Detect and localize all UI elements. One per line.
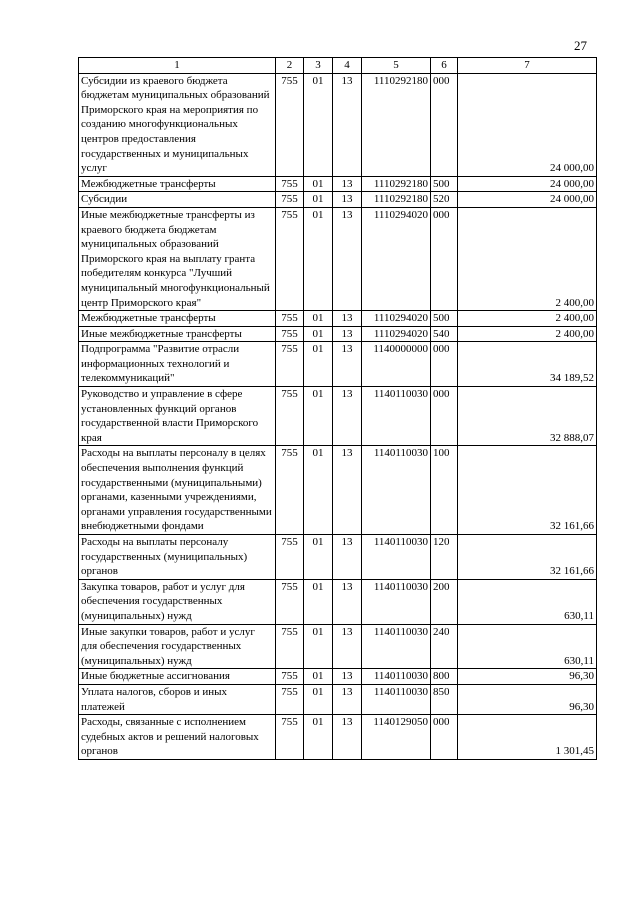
expense-type-code: 000	[431, 342, 458, 387]
row-name: Субсидии из краевого бюджета бюджетам муниципальных образований Приморского края на мероприятия по созданию многофункциональных центров предоставления государственных и муниципальных услуг	[79, 73, 276, 176]
expense-type-code: 000	[431, 207, 458, 310]
section-code: 01	[304, 326, 333, 342]
expense-type-code: 850	[431, 684, 458, 714]
subsection-code: 13	[333, 73, 362, 176]
row-name: Уплата налогов, сборов и иных платежей	[79, 684, 276, 714]
expense-type-code: 000	[431, 715, 458, 760]
subsection-code: 13	[333, 192, 362, 208]
target-article-code: 1110294020	[362, 207, 431, 310]
ministry-code: 755	[276, 387, 304, 446]
header-cell: 4	[333, 58, 362, 74]
row-name: Расходы на выплаты персоналу государственных (муниципальных) органов	[79, 535, 276, 580]
expense-type-code: 500	[431, 176, 458, 192]
row-name: Подпрограмма "Развитие отрасли информационных технологий и телекоммуникаций"	[79, 342, 276, 387]
row-name: Субсидии	[79, 192, 276, 208]
ministry-code: 755	[276, 624, 304, 669]
section-code: 01	[304, 387, 333, 446]
section-code: 01	[304, 669, 333, 685]
ministry-code: 755	[276, 73, 304, 176]
table-row	[79, 192, 597, 208]
page-number: 27	[574, 38, 587, 53]
amount: 24 000,00	[458, 176, 597, 192]
target-article-code: 1110292180	[362, 73, 431, 176]
header-cell: 3	[304, 58, 333, 74]
row-name: Иные межбюджетные трансферты из краевого бюджета бюджетам муниципальных образований Приморского края на выплату гранта победителям конкурса "Лучший муниципальный многофункциональный центр Приморского края"	[79, 207, 276, 310]
header-cell: 6	[431, 58, 458, 74]
amount: 2 400,00	[458, 207, 597, 310]
expense-type-code: 120	[431, 535, 458, 580]
target-article-code: 1110294020	[362, 311, 431, 327]
table-row	[79, 669, 597, 685]
subsection-code: 13	[333, 387, 362, 446]
expense-type-code: 200	[431, 579, 458, 624]
ministry-code: 755	[276, 535, 304, 580]
amount: 24 000,00	[458, 192, 597, 208]
amount: 96,30	[458, 684, 597, 714]
row-name: Расходы на выплаты персоналу в целях обеспечения выполнения функций государственными (муниципальными) органами, казенными учреждениями, органами управления государственными внебюджетными фондами	[79, 446, 276, 535]
table-row	[79, 579, 597, 624]
table-row	[79, 446, 597, 535]
subsection-code: 13	[333, 669, 362, 685]
subsection-code: 13	[333, 311, 362, 327]
header-cell: 1	[79, 58, 276, 74]
ministry-code: 755	[276, 176, 304, 192]
row-name: Руководство и управление в сфере установленных функций органов государственной власти Приморского края	[79, 387, 276, 446]
amount: 24 000,00	[458, 73, 597, 176]
expense-type-code: 500	[431, 311, 458, 327]
subsection-code: 13	[333, 342, 362, 387]
expense-type-code: 100	[431, 446, 458, 535]
table-row	[79, 624, 597, 669]
row-name: Межбюджетные трансферты	[79, 176, 276, 192]
subsection-code: 13	[333, 446, 362, 535]
ministry-code: 755	[276, 684, 304, 714]
header-cell: 7	[458, 58, 597, 74]
amount: 32 161,66	[458, 535, 597, 580]
target-article-code: 1110292180	[362, 176, 431, 192]
header-row	[79, 58, 597, 74]
target-article-code: 1140110030	[362, 624, 431, 669]
amount: 630,11	[458, 579, 597, 624]
ministry-code: 755	[276, 715, 304, 760]
amount: 32 161,66	[458, 446, 597, 535]
section-code: 01	[304, 684, 333, 714]
budget-table	[78, 57, 597, 760]
amount: 2 400,00	[458, 326, 597, 342]
target-article-code: 1110294020	[362, 326, 431, 342]
row-name: Иные закупки товаров, работ и услуг для обеспечения государственных (муниципальных) нужд	[79, 624, 276, 669]
row-name: Иные межбюджетные трансферты	[79, 326, 276, 342]
expense-type-code: 540	[431, 326, 458, 342]
amount: 1 301,45	[458, 715, 597, 760]
subsection-code: 13	[333, 684, 362, 714]
table-row	[79, 207, 597, 310]
amount: 32 888,07	[458, 387, 597, 446]
subsection-code: 13	[333, 326, 362, 342]
target-article-code: 1140110030	[362, 535, 431, 580]
section-code: 01	[304, 207, 333, 310]
header-cell: 5	[362, 58, 431, 74]
table-row	[79, 176, 597, 192]
subsection-code: 13	[333, 535, 362, 580]
target-article-code: 1110292180	[362, 192, 431, 208]
subsection-code: 13	[333, 715, 362, 760]
table-row	[79, 342, 597, 387]
target-article-code: 1140129050	[362, 715, 431, 760]
ministry-code: 755	[276, 446, 304, 535]
ministry-code: 755	[276, 579, 304, 624]
subsection-code: 13	[333, 624, 362, 669]
section-code: 01	[304, 342, 333, 387]
expense-type-code: 520	[431, 192, 458, 208]
table-row	[79, 311, 597, 327]
table-row	[79, 715, 597, 760]
row-name: Иные бюджетные ассигнования	[79, 669, 276, 685]
target-article-code: 1140110030	[362, 579, 431, 624]
row-name: Закупка товаров, работ и услуг для обеспечения государственных (муниципальных) нужд	[79, 579, 276, 624]
table-row	[79, 684, 597, 714]
ministry-code: 755	[276, 669, 304, 685]
section-code: 01	[304, 192, 333, 208]
ministry-code: 755	[276, 192, 304, 208]
target-article-code: 1140110030	[362, 684, 431, 714]
section-code: 01	[304, 446, 333, 535]
amount: 630,11	[458, 624, 597, 669]
target-article-code: 1140000000	[362, 342, 431, 387]
subsection-code: 13	[333, 579, 362, 624]
section-code: 01	[304, 579, 333, 624]
section-code: 01	[304, 73, 333, 176]
section-code: 01	[304, 535, 333, 580]
target-article-code: 1140110030	[362, 387, 431, 446]
header-cell: 2	[276, 58, 304, 74]
subsection-code: 13	[333, 207, 362, 310]
ministry-code: 755	[276, 311, 304, 327]
section-code: 01	[304, 715, 333, 760]
row-name: Межбюджетные трансферты	[79, 311, 276, 327]
row-name: Расходы, связанные с исполнением судебных актов и решений налоговых органов	[79, 715, 276, 760]
expense-type-code: 000	[431, 73, 458, 176]
subsection-code: 13	[333, 176, 362, 192]
amount: 34 189,52	[458, 342, 597, 387]
section-code: 01	[304, 624, 333, 669]
target-article-code: 1140110030	[362, 446, 431, 535]
ministry-code: 755	[276, 342, 304, 387]
expense-type-code: 000	[431, 387, 458, 446]
amount: 2 400,00	[458, 311, 597, 327]
expense-type-code: 240	[431, 624, 458, 669]
section-code: 01	[304, 311, 333, 327]
ministry-code: 755	[276, 326, 304, 342]
expense-type-code: 800	[431, 669, 458, 685]
table-row	[79, 535, 597, 580]
table-row	[79, 326, 597, 342]
ministry-code: 755	[276, 207, 304, 310]
target-article-code: 1140110030	[362, 669, 431, 685]
amount: 96,30	[458, 669, 597, 685]
table-row	[79, 73, 597, 176]
table-row	[79, 387, 597, 446]
section-code: 01	[304, 176, 333, 192]
